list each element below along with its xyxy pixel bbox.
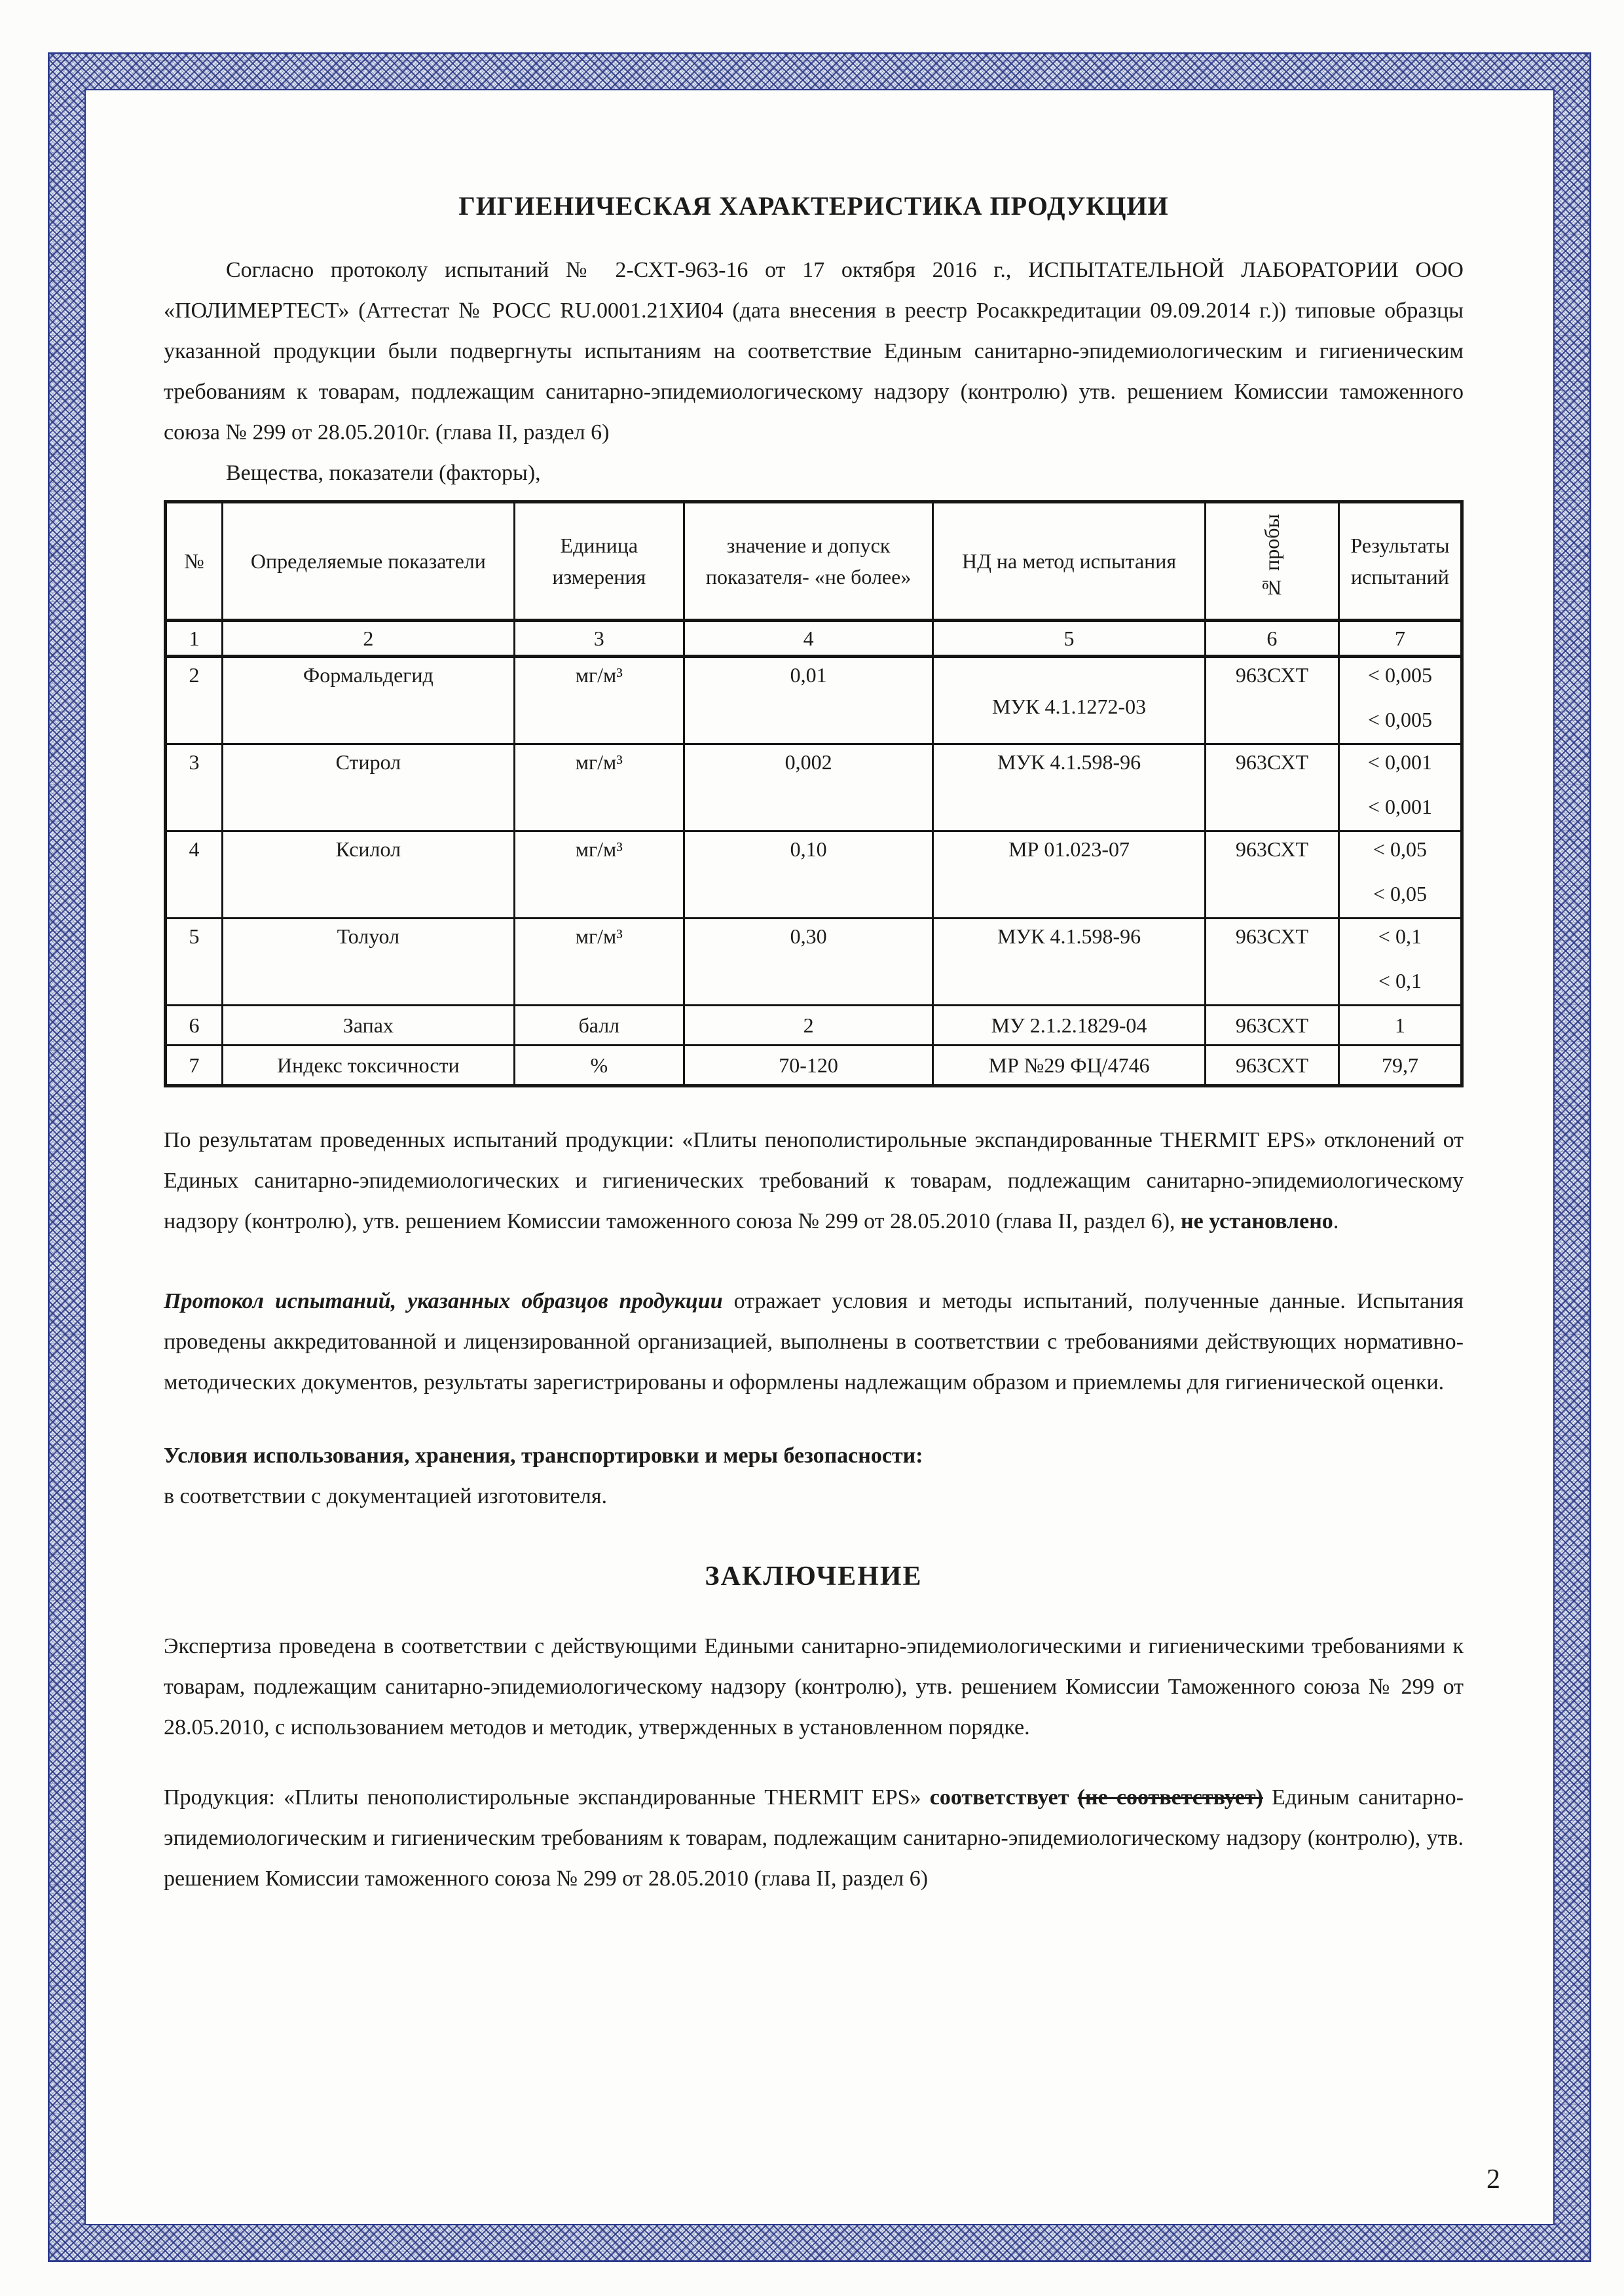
- cell-method: МУ 2.1.2.1829-04: [933, 1006, 1206, 1046]
- results-verdict-bold: не установлено: [1181, 1209, 1333, 1233]
- result-line-1: < 0,05: [1373, 837, 1427, 861]
- cell-row-no: 2: [166, 657, 223, 744]
- cell-sample: 963СХТ: [1205, 1046, 1338, 1086]
- cell-method: МР 01.023-07: [933, 831, 1206, 919]
- result-line-1: < 0,005: [1367, 663, 1432, 687]
- document-content: [164, 92, 1464, 1899]
- header-sample-no: [1205, 502, 1338, 621]
- cell-unit: балл: [514, 1006, 684, 1046]
- results-period: .: [1333, 1209, 1339, 1233]
- product-paragraph: [164, 1777, 1464, 1899]
- page-number: 2: [1486, 2164, 1500, 2195]
- cell-unit: мг/м³: [514, 657, 684, 744]
- product-text-2: Единым санитарно-эпидемиологическим и гигиеническим требованиям к товарам, подлежащим санитарно-эпидемиологическому надзору (контролю), утв. решением Комиссии таможенного союза № 299 от 28.05.2010 (глава II, раздел 6): [164, 1785, 1464, 1891]
- cell-indicator: Запах: [223, 1006, 515, 1046]
- product-space: [1069, 1785, 1077, 1810]
- cell-result: [1338, 831, 1462, 919]
- col-number: 2: [223, 621, 515, 657]
- header-no: №: [166, 502, 223, 621]
- cell-limit: 0,30: [684, 919, 932, 1006]
- col-number: 1: [166, 621, 223, 657]
- cell-indicator: Формальдегид: [223, 657, 515, 744]
- cell-unit: мг/м³: [514, 744, 684, 831]
- cell-unit: мг/м³: [514, 831, 684, 919]
- product-verdict-struck: (не соответствует): [1077, 1785, 1263, 1810]
- cell-method: МУК 4.1.598-96: [933, 919, 1206, 1006]
- cell-row-no: 4: [166, 831, 223, 919]
- table-row: [166, 831, 1462, 919]
- col-number: 6: [1205, 621, 1338, 657]
- table-row: [166, 1046, 1462, 1086]
- protocol-paragraph: [164, 1281, 1464, 1403]
- col-number: 4: [684, 621, 932, 657]
- conditions-heading-bold: Условия использования, хранения, транспортировки и меры безопасности:: [164, 1444, 923, 1468]
- result-line-2: < 0,1: [1378, 969, 1422, 993]
- result-line-2: < 0,001: [1367, 795, 1432, 818]
- table-header: [166, 502, 1462, 621]
- cell-limit: 0,002: [684, 744, 932, 831]
- cell-result: 1: [1338, 1006, 1462, 1046]
- table-row: [166, 919, 1462, 1006]
- header-sample-no-vertical-text: № пробы: [1260, 514, 1284, 600]
- header-limit: значение и допуск показателя- «не более»: [684, 502, 932, 621]
- result-line-2: < 0,05: [1373, 882, 1427, 905]
- cell-result: [1338, 744, 1462, 831]
- expertise-paragraph: Экспертиза проведена в соответствии с действующими Едиными санитарно-эпидемиологическими и гигиеническими требованиями к товарам, подлежащим санитарно-эпидемиологическому надзору (контролю), утв. решением Комиссии Таможенного союза № 299 от 28.05.2010, с использованием методов и методик, утвержденных в установленном порядке.: [164, 1634, 1464, 1740]
- cell-limit: 70-120: [684, 1046, 932, 1086]
- col-number: 5: [933, 621, 1206, 657]
- cell-sample: 963СХТ: [1205, 657, 1338, 744]
- cell-result: 79,7: [1338, 1046, 1462, 1086]
- cell-unit: %: [514, 1046, 684, 1086]
- col-number: 3: [514, 621, 684, 657]
- cell-limit: 0,10: [684, 831, 932, 919]
- method-text: МУК 4.1.1272-03: [991, 695, 1147, 718]
- protocol-rest: отражает условия и методы испытаний, полученные данные. Испытания проведены аккредитованной и лицензированной организацией, выполнены в соответствии с требованиями действующих нормативно-методических документов, результаты зарегистрированы и оформлены надлежащим образом и приемлемы для гигиенической оценки.: [164, 1289, 1464, 1394]
- header-method: НД на метод испытания: [933, 502, 1206, 621]
- cell-result: [1338, 919, 1462, 1006]
- cell-unit: мг/м³: [514, 919, 684, 1006]
- protocol-lead: Протокол испытаний, указанных образцов продукции: [164, 1289, 723, 1313]
- cell-row-no: 3: [166, 744, 223, 831]
- cell-limit: 2: [684, 1006, 932, 1046]
- results-text: По результатам проведенных испытаний продукции: «Плиты пенополистирольные экспандированные THERMIT EPS» отклонений от Единых санитарно-эпидемиологических и гигиенических требований к товарам, подлежащим санитарно-эпидемиологическому надзору (контролю), утв. решением Комиссии таможенного союза № 299 от 28.05.2010 (глава II, раздел 6),: [164, 1128, 1464, 1233]
- cell-limit: 0,01: [684, 657, 932, 744]
- cell-indicator: Индекс токсичности: [223, 1046, 515, 1086]
- cell-row-no: 5: [166, 919, 223, 1006]
- results-paragraph: [164, 1120, 1464, 1242]
- conditions-line: в соответствии с документацией изготовителя.: [164, 1484, 607, 1508]
- cell-row-no: 7: [166, 1046, 223, 1086]
- header-indicators: Определяемые показатели: [223, 502, 515, 621]
- cell-result: [1338, 657, 1462, 744]
- cell-sample: 963СХТ: [1205, 744, 1338, 831]
- conclusion-heading: ЗАКЛЮЧЕНИЕ: [705, 1561, 923, 1592]
- cell-indicator: Толуол: [223, 919, 515, 1006]
- intro-paragraph: Согласно протоколу испытаний № 2-СХТ-963-16 от 17 октября 2016 г., ИСПЫТАТЕЛЬНОЙ ЛАБОРАТОРИИ ООО «ПОЛИМЕРТЕСТ» (Аттестат № РОСС RU.0001.21ХИ04 (дата внесения в реестр Росаккредитации 09.09.2014 г.)) типовые образцы указанной продукции были подвергнуты испытаниям на соответствие Единым санитарно-эпидемиологическим и гигиеническим требованиям к товарам, подлежащим санитарно-эпидемиологическому надзору (контролю) утв. решением Комиссии таможенного союза № 299 от 28.05.2010г. (глава II, раздел 6): [164, 258, 1464, 445]
- cell-sample: 963СХТ: [1205, 1006, 1338, 1046]
- table-row: [166, 657, 1462, 744]
- result-line-1: < 0,001: [1367, 750, 1432, 774]
- header-unit: Единица измерения: [514, 502, 684, 621]
- header-results: Результаты испытаний: [1338, 502, 1462, 621]
- col-number: 7: [1338, 621, 1462, 657]
- cell-method: [933, 657, 1206, 744]
- result-line-1: < 0,1: [1378, 924, 1422, 948]
- cell-method: МР №29 ФЦ/4746: [933, 1046, 1206, 1086]
- cell-sample: 963СХТ: [1205, 919, 1338, 1006]
- page-title: ГИГИЕНИЧЕСКАЯ ХАРАКТЕРИСТИКА ПРОДУКЦИИ: [458, 191, 1169, 221]
- cell-sample: 963СХТ: [1205, 831, 1338, 919]
- product-verdict-bold: соответствует: [929, 1785, 1069, 1810]
- table-caption: Вещества, показатели (факторы),: [226, 461, 541, 485]
- table-row: [166, 1006, 1462, 1046]
- test-results-table: [164, 500, 1464, 1087]
- result-line-2: < 0,005: [1367, 708, 1432, 731]
- cell-method: МУК 4.1.598-96: [933, 744, 1206, 831]
- table-row: [166, 744, 1462, 831]
- cell-indicator: Стирол: [223, 744, 515, 831]
- cell-row-no: 6: [166, 1006, 223, 1046]
- product-text-1: Продукция: «Плиты пенополистирольные экспандированные THERMIT EPS»: [164, 1785, 930, 1810]
- conditions-heading: [164, 1436, 1464, 1476]
- cell-indicator: Ксилол: [223, 831, 515, 919]
- column-number-row: [166, 621, 1462, 657]
